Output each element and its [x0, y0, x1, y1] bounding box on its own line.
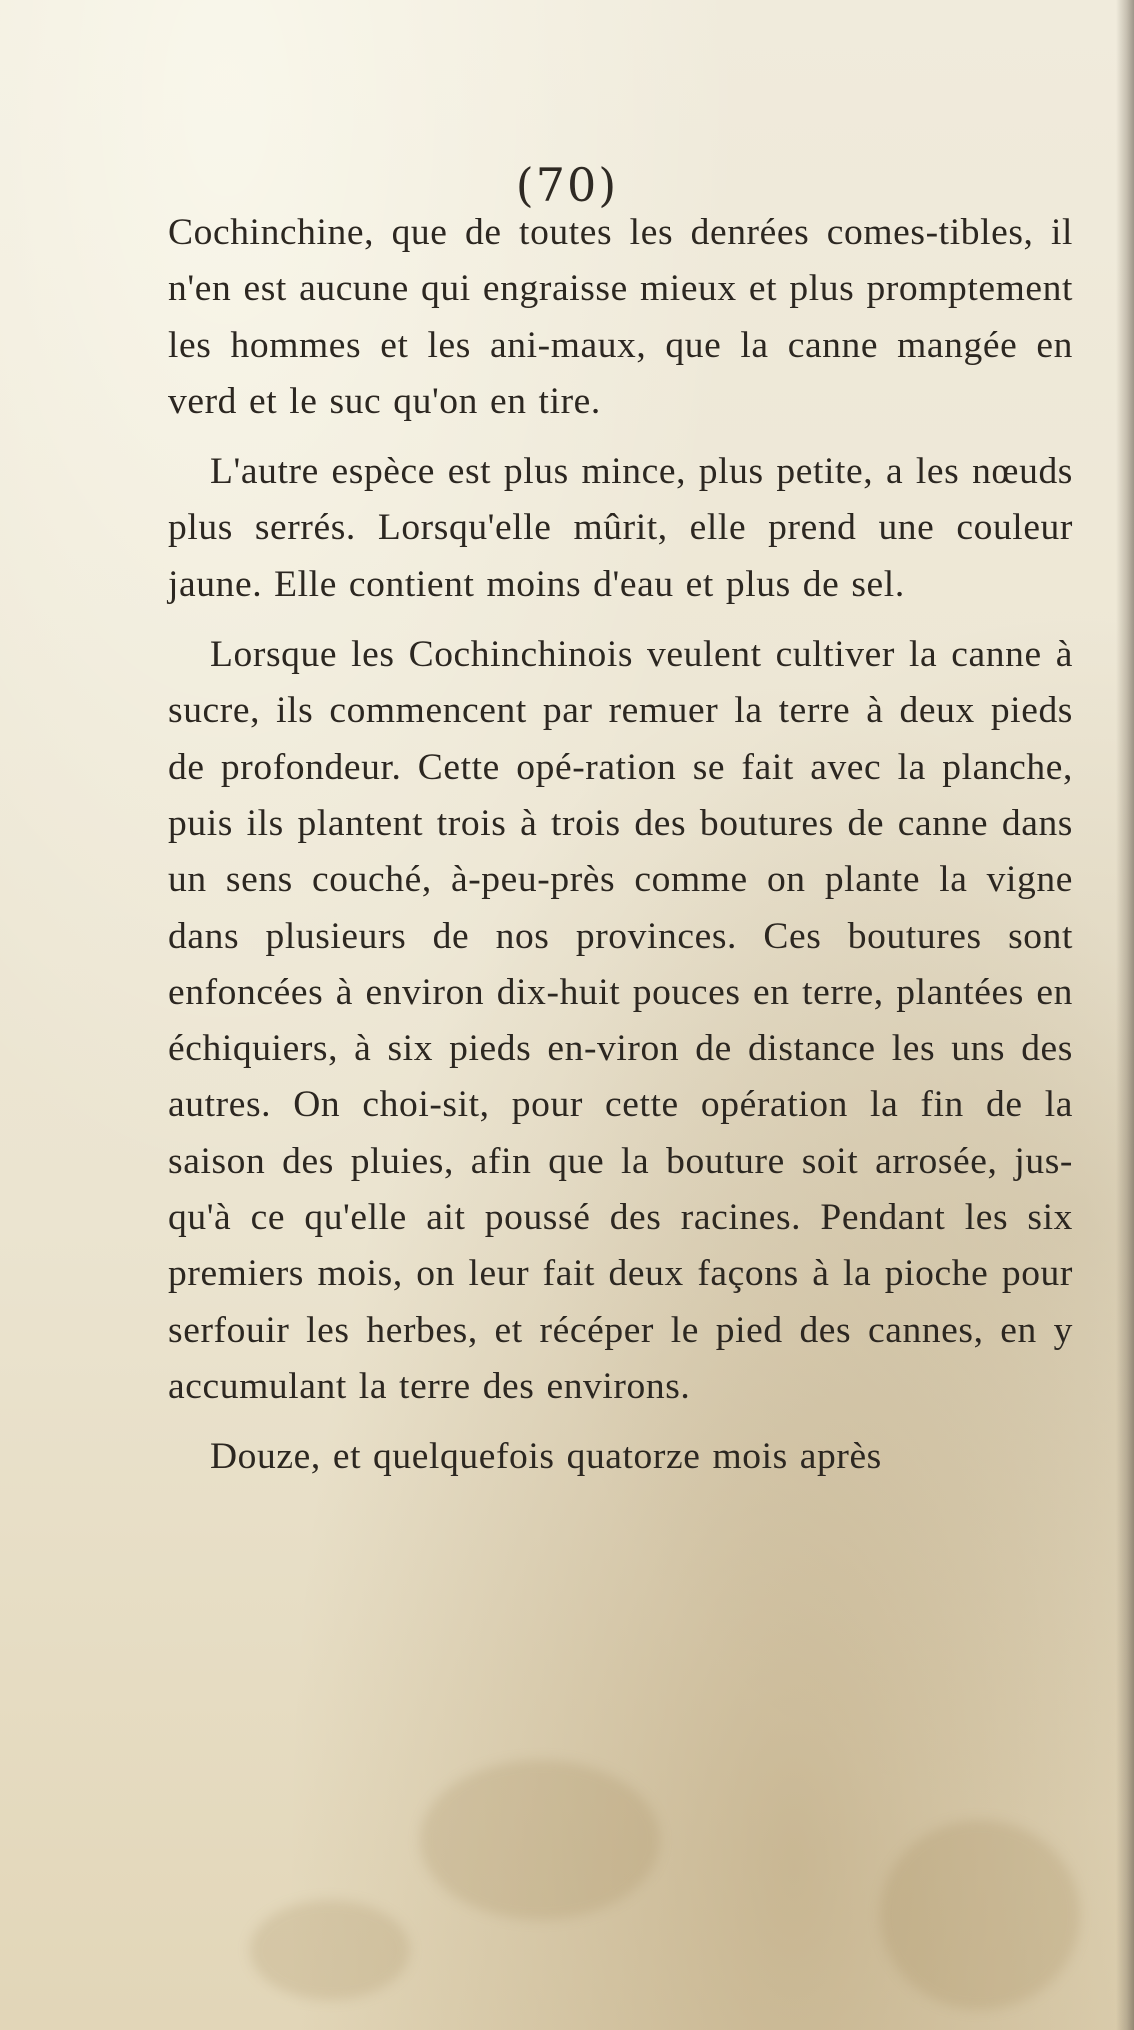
paper-stain: [420, 1760, 660, 1920]
body-text: [168, 205, 1073, 1500]
paper-stain: [880, 1820, 1080, 2010]
paragraph: Douze, et quelquefois quatorze mois après: [210, 1436, 882, 1478]
page-edge-shadow: [1116, 0, 1134, 2030]
paragraph: Lorsque les Cochinchinois veulent cultiver la canne à sucre, ils commencent par remuer la terre à deux pieds de profondeur. Cette opé-ration se fait avec la planche, puis ils plantent trois à trois des boutures de canne dans un sens couché, à-peu-près comme on plante la vigne dans plusieurs de nos provinces. Ces boutures sont enfoncées à environ dix-huit pouces en terre, plantées en échiquiers, à six pieds en-viron de distance les uns des autres. On choi-sit, pour cette opération la fin de la saison des pluies, afin que la bouture soit arrosée, jus-qu'à ce qu'elle ait poussé des racines. Pendant les six premiers mois, on leur fait deux façons à la pioche pour serfouir les herbes, et récéper le pied des cannes, en y accumulant la terre des environs.: [168, 634, 1073, 1407]
paper-stain: [250, 1900, 410, 2000]
paragraph: L'autre espèce est plus mince, plus petite, a les nœuds plus serrés. Lorsqu'elle mûrit, elle prend une couleur jaune. Elle contient moins d'eau et plus de sel.: [168, 451, 1073, 605]
paragraph-continuation: Cochinchine, que de toutes les denrées comes-tibles, il n'en est aucune qui engraisse mieux et plus promptement les hommes et les ani-maux, que la canne mangée en verd et le suc qu'on en tire.: [168, 212, 1073, 422]
page-number: (70): [515, 158, 619, 212]
